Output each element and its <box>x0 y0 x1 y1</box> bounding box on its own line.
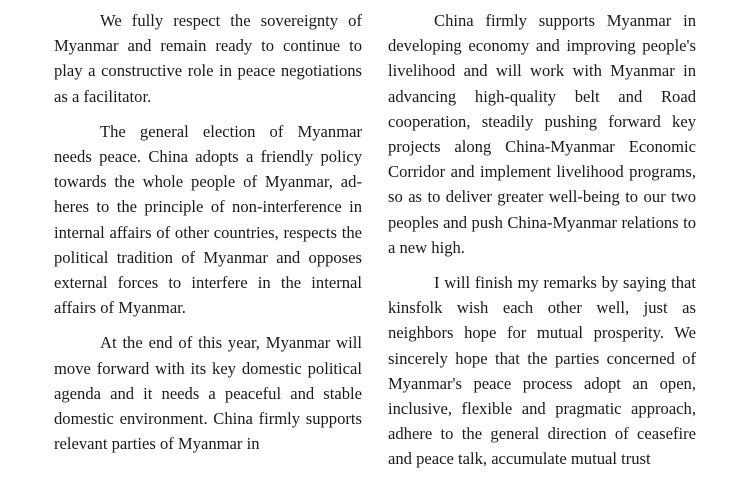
paragraph-closing-remarks: I will finish my remarks by saying that kinsfolk wish each other well, just as neighbors hope for mutual prosperity. We sincerely hope that the parties concerned of Myanmar's peace process adopt an open, inclusive, flexible and pragmatic approach, adhere to the general direction of ceasefire and peace talk, accumulate mutual trust <box>388 273 696 469</box>
paragraph-respect-sovereignty: We fully respect the sovereignty of Myanmar and remain ready to continue to play a constructive role in peace negotiations as a facilitator. <box>54 11 362 106</box>
right-text-column <box>388 8 696 482</box>
paragraph-economic-support: China firmly supports Myanmar in developing economy and improving people's livelihood and will work with Myanmar in advancing high-quality belt and Road cooperation, steadily pushing forward key projects along China-Myanmar Economic Corridor and implement livelihood programs, so as to deliver greater well-being to our two peoples and push China-Myanmar relations to a new high. <box>388 11 696 257</box>
paragraph-end-of-year: At the end of this year, Myanmar will move forward with its key domestic political agenda and it needs a peaceful and stable domestic environment. China firmly supports relevant parties of Myanmar in <box>54 333 362 454</box>
left-text-column <box>54 8 362 466</box>
paragraph-general-election: The general election of Myanmar needs peace. China adopts a friendly policy towards the whole people of Myanmar, adheres to the principle of non-interference in internal affairs of other countries, respects the political tradition of Myanmar and opposes external forces to interfere in the internal affairs of Myanmar. <box>54 121 362 318</box>
